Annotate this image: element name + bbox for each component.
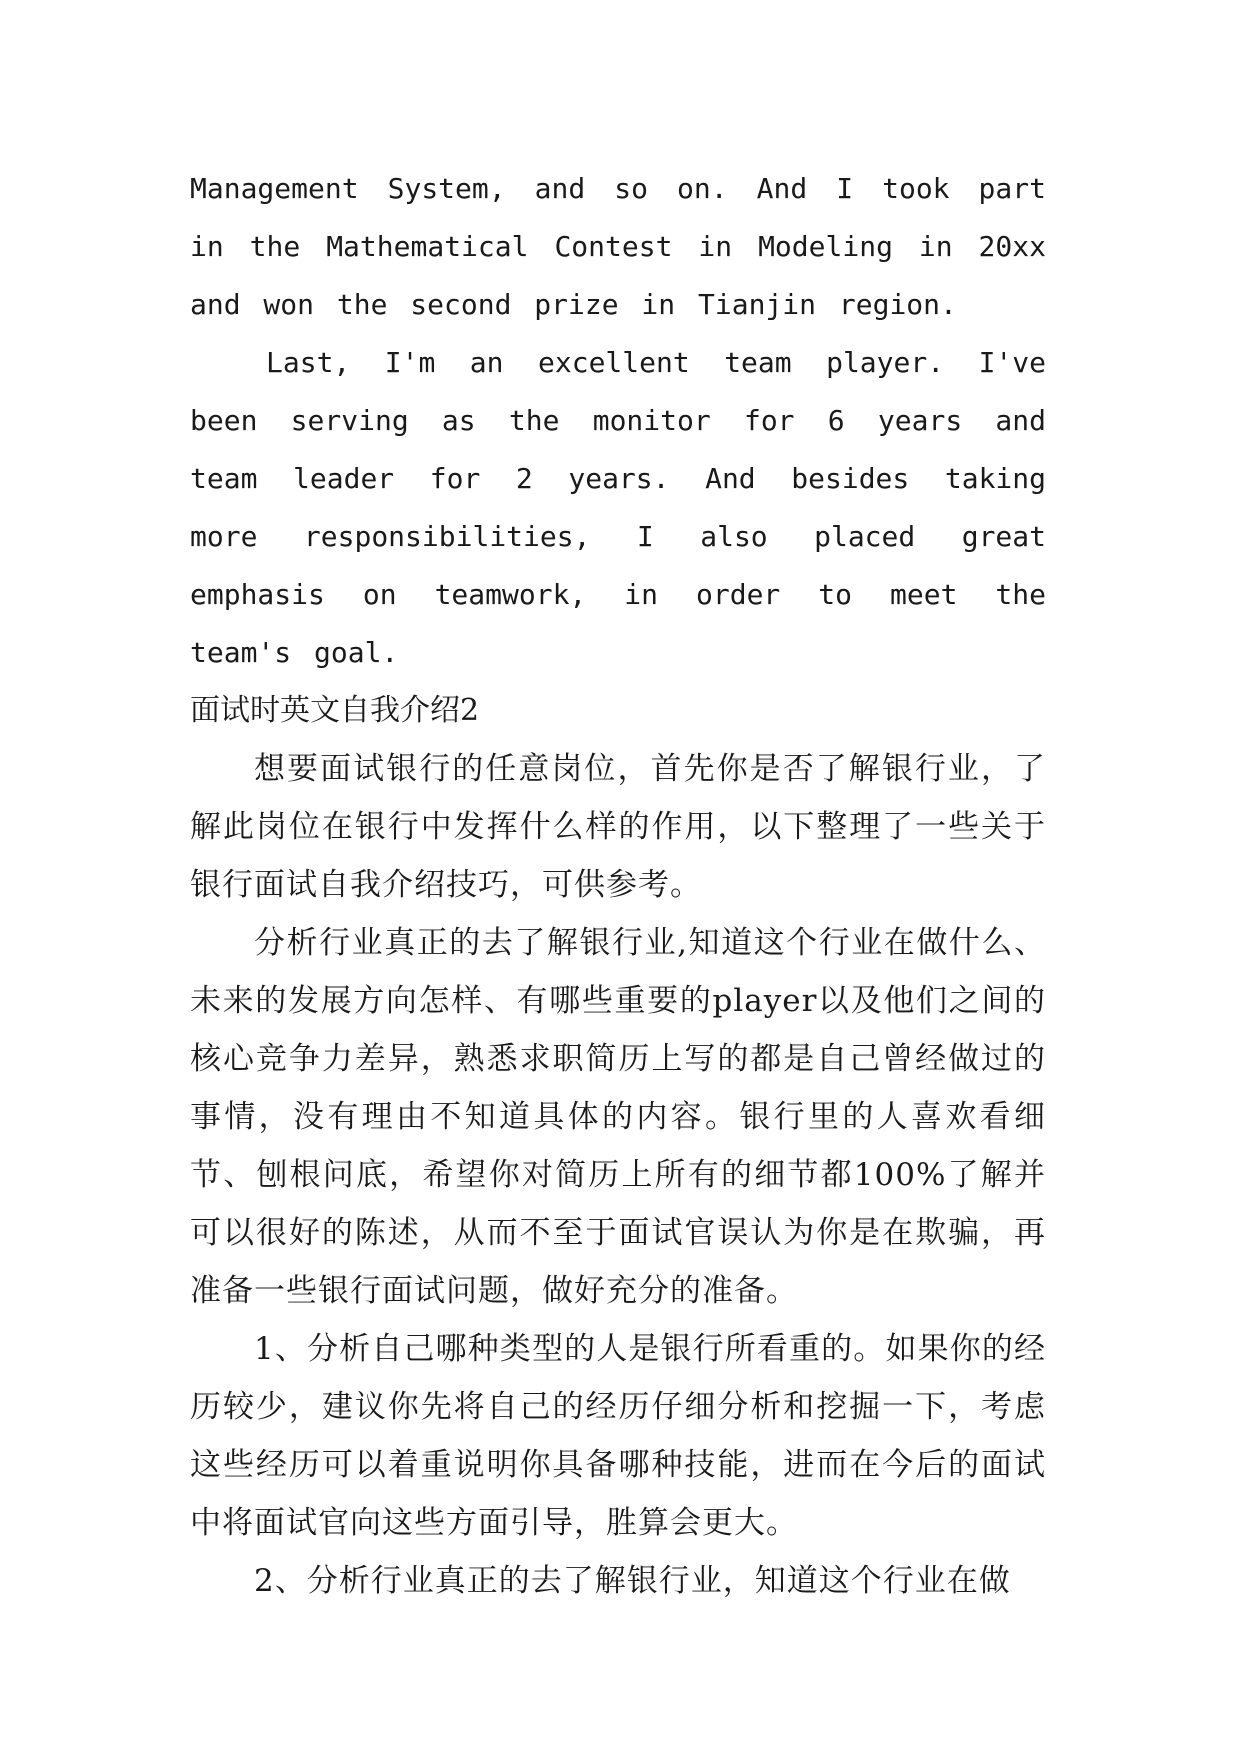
paragraph-analysis: 分析行业真正的去了解银行业,知道这个行业在做什么、未来的发展方向怎样、有哪些重要的player以及他们之间的核心竞争力差异，熟悉求职简历上写的都是自己曾经做过的事情，没有理由不知道具体的内容。银行里的人喜欢看细节、刨根问底，希望你对简历上所有的细节都100%了解并可以很好的陈述，从而不至于面试官误认为你是在欺骗，再准备一些银行面试问题，做好充分的准备。: [190, 925, 1046, 1309]
paragraph-point-1: 1、分析自己哪种类型的人是银行所看重的。如果你的经历较少，建议你先将自己的经历仔细分析和挖掘一下，考虑这些经历可以着重说明你具备哪种技能，进而在今后的面试中将面试官向这些方面引导，胜算会更大。: [190, 1331, 1046, 1541]
section-heading: 面试时英文自我介绍2: [190, 693, 480, 728]
paragraph-intro: 想要面试银行的任意岗位，首先你是否了解银行业，了解此岗位在银行中发挥什么样的作用，以下整理了一些关于银行面试自我介绍技巧，可供参考。: [190, 751, 1046, 903]
document-page: [190, 160, 1046, 1610]
paragraph-team-player: Last, I'm an excellent team player. I've been serving as the monitor for 6 years and team leader for 2 years. And besides taking more responsibilities, I also placed great emphasis on teamwork, in order to meet the team's goal.: [190, 346, 1046, 669]
paragraph-experience: Management System, and so on. And I took part in the Mathematical Contest in Modeling in 20xx and won the second prize in Tianjin region.: [190, 172, 1046, 321]
paragraph-point-2: 2、分析行业真正的去了解银行业，知道这个行业在做: [254, 1563, 1011, 1599]
